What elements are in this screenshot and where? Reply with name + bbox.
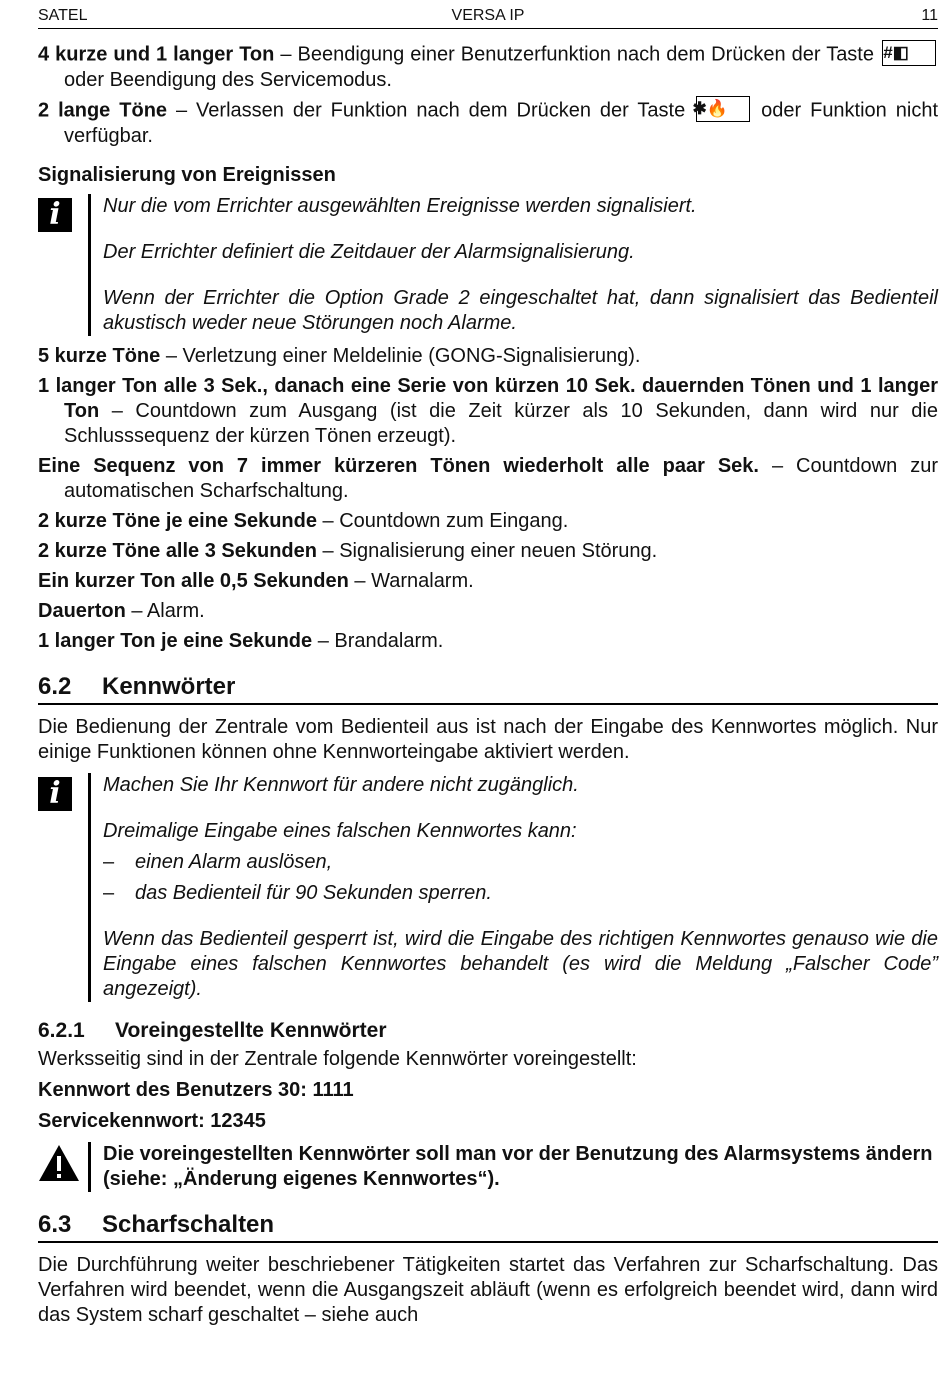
note-text: Dreimalige Eingabe eines falschen Kennwortes kann: (103, 820, 577, 842)
warning-text: Die voreingestellten Kennwörter soll man vor der Benutzung des Alarmsystems ändern (siehe: „Änderung eigenes Kennwortes“). (103, 1143, 933, 1190)
list-item (103, 850, 938, 875)
note-bar (88, 773, 91, 1002)
tone-description: – Countdown zum Eingang. (316, 510, 569, 532)
tone-term: 2 kurze Töne je eine Sekunde (38, 510, 317, 532)
tone-definition (38, 629, 938, 654)
tone-description: – Signalisierung einer neuen Störung. (316, 540, 658, 562)
list-item-text: einen Alarm auslösen, (135, 851, 333, 873)
page-header (38, 6, 938, 29)
header-brand: SATEL (38, 7, 88, 24)
tone-description: – Warnalarm. (348, 570, 474, 592)
tone-description: oder Funktion nicht verfügbar. (64, 99, 938, 147)
section-intro: Die Bedienung der Zentrale vom Bedienteil aus ist nach der Eingabe des Kennwortes möglich. Nur einige Funktionen können ohne Kennworteingabe aktiviert werden. (38, 716, 938, 763)
tone-description: – Countdown zur automatischen Scharfschaltung. (64, 455, 938, 502)
section-heading (38, 674, 938, 705)
tone-description: – Brandalarm. (312, 630, 444, 652)
tone-definition (38, 42, 938, 93)
default-service-password: Servicekennwort: 12345 (38, 1110, 266, 1132)
info-icon: i (38, 777, 72, 811)
info-icon: i (38, 198, 72, 232)
tone-definition (38, 344, 938, 369)
note-text: Wenn das Bedienteil gesperrt ist, wird die Eingabe des richtigen Kennwortes genauso wie die Eingabe eines falschen Kennwortes behandelt (es wird die Meldung „Falscher Code” angezeigt). (103, 928, 938, 1000)
note-text: Machen Sie Ihr Kennwort für andere nicht zugänglich. (103, 774, 579, 796)
tone-term: 1 langer Ton alle 3 Sek., danach eine Serie von kürzen 10 Sek. dauernden Tönen und 1 langer Ton (38, 375, 938, 422)
subsection-intro: Werksseitig sind in der Zentrale folgende Kennwörter voreingestellt: (38, 1048, 637, 1070)
tone-term: 1 langer Ton je eine Sekunde (38, 630, 313, 652)
list-item-text: das Bedienteil für 90 Sekunden sperren. (135, 882, 492, 904)
tone-term: 4 kurze und 1 langer Ton (38, 43, 275, 66)
dash-bullet: – (103, 851, 115, 873)
dash-bullet: – (103, 882, 115, 904)
events-heading: Signalisierung von Ereignissen (38, 164, 336, 186)
tone-term: Ein kurzer Ton alle 0,5 Sekunden (38, 570, 349, 592)
list-item (103, 881, 938, 906)
section-title: Scharfschalten (102, 1211, 275, 1238)
tone-description: – Verlassen der Funktion nach dem Drücken der Taste (167, 99, 695, 122)
tone-term: 2 kurze Töne alle 3 Sekunden (38, 540, 317, 562)
tone-description: – Countdown zum Ausgang (ist die Zeit kürzer als 10 Sekunden, dann wird nur die Schlusssequenz der kürzen Tönen erzeugt). (64, 400, 938, 447)
section-intro: Die Durchführung weiter beschriebener Tätigkeiten startet das Verfahren zur Scharfschaltung. Das Verfahren wird beendet, wenn die Ausgangszeit abläuft (wenn es erfolgreich beendet wird, dann wird das System scharf geschaltet – siehe auch (38, 1254, 938, 1326)
note-text: Nur die vom Errichter ausgewählten Ereignisse werden signalisiert. (103, 195, 697, 217)
info-note (38, 773, 938, 1002)
note-bar (88, 194, 91, 336)
tone-description: – Alarm. (125, 600, 205, 622)
tone-definition (38, 599, 938, 624)
subsection-title: Voreingestellte Kennwörter (115, 1019, 387, 1042)
tone-description: – Verletzung einer Meldelinie (GONG-Signalisierung). (160, 345, 641, 367)
tone-term: Eine Sequenz von 7 immer kürzeren Tönen wiederholt alle paar Sek. (38, 455, 759, 477)
info-note (38, 194, 938, 336)
hash-key-icon: #◧ (882, 40, 936, 66)
tone-definition (38, 454, 938, 504)
tone-term: Dauerton (38, 600, 126, 622)
page-content (38, 42, 938, 1328)
warning-note (38, 1142, 938, 1192)
tone-term: 5 kurze Töne (38, 345, 161, 367)
tone-definition (38, 539, 938, 564)
subsection-heading (38, 1018, 938, 1043)
page-number: 11 (921, 7, 938, 24)
tone-term: 2 lange Töne (38, 99, 168, 122)
tone-definition (38, 98, 938, 149)
tone-definition (38, 569, 938, 594)
header-product: VERSA IP (451, 7, 525, 24)
section-number: 6.3 (38, 1211, 72, 1238)
section-title: Kennwörter (102, 673, 236, 700)
tone-definition (38, 374, 938, 449)
section-heading (38, 1212, 938, 1243)
default-user-password: Kennwort des Benutzers 30: 1111 (38, 1079, 354, 1101)
tone-description: oder Beendigung des Servicemodus. (64, 69, 392, 91)
tone-definition (38, 509, 938, 534)
note-text: Wenn der Errichter die Option Grade 2 eingeschaltet hat, dann signalisiert das Bedienteil akustisch weder neue Störungen noch Alarme. (103, 287, 938, 334)
tone-description: – Beendigung einer Benutzerfunktion nach dem Drücken der Taste (274, 43, 880, 66)
star-key-icon: ✱🔥 (696, 96, 750, 122)
note-text: Der Errichter definiert die Zeitdauer der Alarmsignalisierung. (103, 241, 635, 263)
warning-icon (38, 1144, 80, 1182)
subsection-number: 6.2.1 (38, 1019, 85, 1042)
note-bar (88, 1142, 91, 1192)
section-number: 6.2 (38, 673, 72, 700)
